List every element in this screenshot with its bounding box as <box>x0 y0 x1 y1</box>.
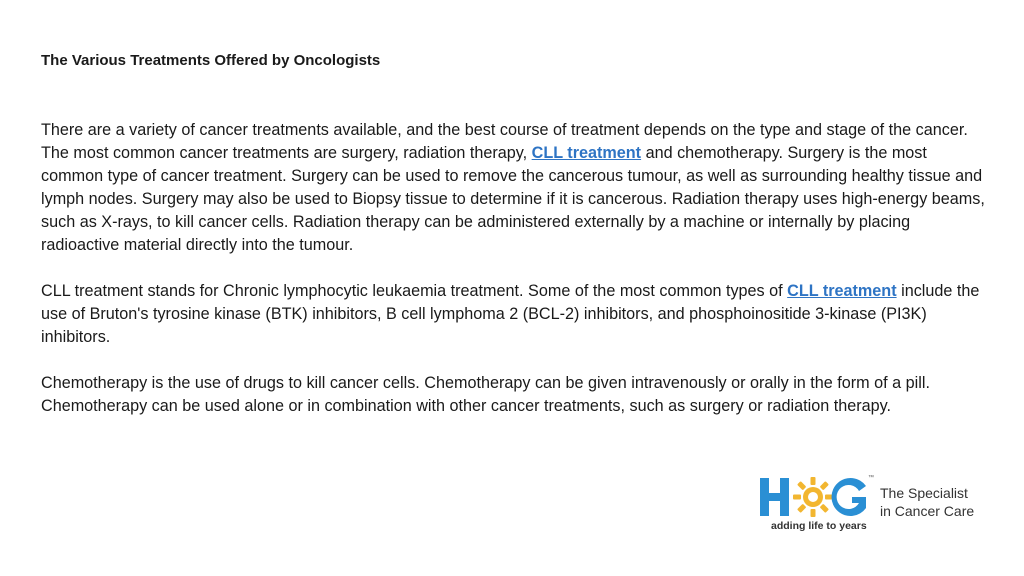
trademark-symbol: ™ <box>868 475 874 481</box>
logo-specialist-text <box>880 484 974 520</box>
page-title: The Various Treatments Offered by Oncologists <box>41 52 381 69</box>
logo-tagline: adding life to years <box>771 520 867 532</box>
logo-specialist-line-1: The Specialist <box>880 485 968 501</box>
paragraph-2 <box>41 280 991 349</box>
paragraph-3-text: Chemotherapy is the use of drugs to kill cancer cells. Chemotherapy can be given intravenously or orally in the form of a pill. Chemotherapy can be used alone or in combination with other cancer treatments, such as surgery or radiation therapy. <box>41 374 930 415</box>
cll-treatment-link-2[interactable]: CLL treatment <box>787 282 897 300</box>
paragraph-3 <box>41 372 991 418</box>
hcg-logo <box>756 474 992 540</box>
hcg-logo-mark <box>758 476 870 520</box>
paragraph-2-text-a: CLL treatment stands for Chronic lymphocytic leukaemia treatment. Some of the most common types of <box>41 282 788 300</box>
logo-specialist-line-2: in Cancer Care <box>880 503 975 519</box>
paragraph-1-text-b: and chemotherapy. Surgery is the most common type of cancer treatment. Surgery can be used to remove the cancerous tumour, as well as surrounding healthy tissue and lymph nodes. Surgery may also be used to Biopsy tissue to determine if it is cancerous. Radiation therapy uses high-energy beams, such as X-rays, to kill cancer cells. Radiation therapy can be administered externally by a machine or internally by placing radioactive material directly into the tumour. <box>41 144 985 254</box>
paragraph-2-text-b: include the use of Bruton's tyrosine kinase (BTK) inhibitors, B cell lymphoma 2 (BCL-2) inhibitors, and phosphoinositide 3-kinase (PI3K) inhibitors. <box>41 282 980 346</box>
cll-treatment-link-1[interactable]: CLL treatment <box>531 144 642 162</box>
paragraph-1 <box>41 119 991 257</box>
body-text <box>41 119 991 441</box>
paragraph-1-text-a: There are a variety of cancer treatments available, and the best course of treatment depends on the type and stage of the cancer. The most common cancer treatments are surgery, radiation therapy, <box>41 121 968 162</box>
